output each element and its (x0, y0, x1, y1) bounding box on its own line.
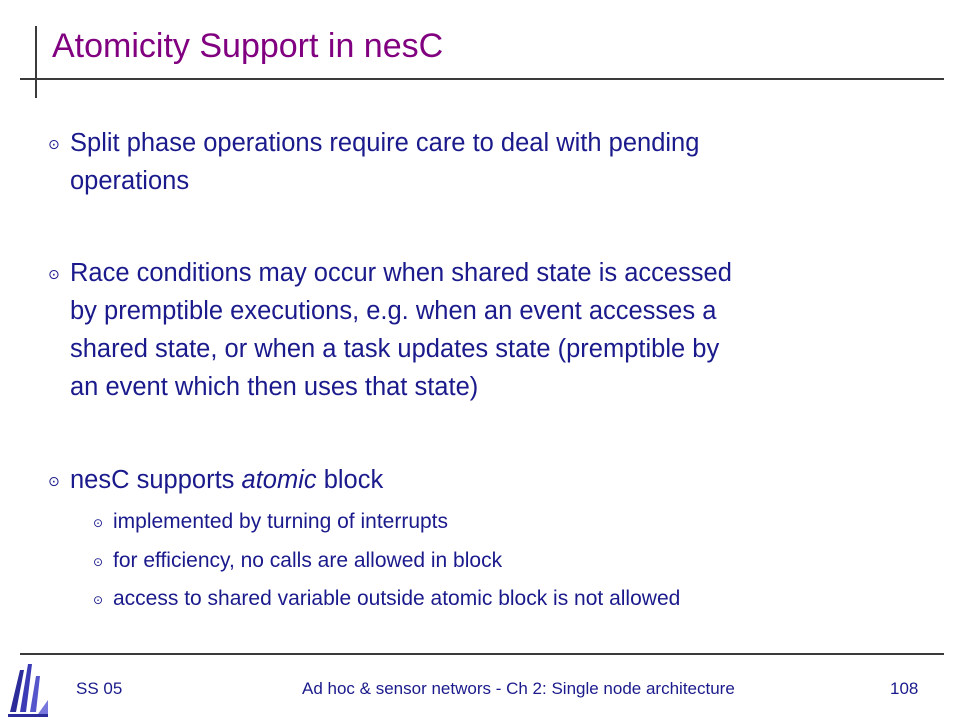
footer-rule (20, 653, 944, 655)
bullet-text-emphasis: atomic (241, 466, 317, 494)
bullet-icon: ⊙ (48, 136, 60, 152)
header-horizontal-rule (20, 78, 944, 80)
bullet-line: Split phase operations require care to deal with pending (70, 129, 700, 157)
bullet-icon: ⊙ (48, 473, 60, 489)
footer-page-number: 108 (890, 679, 919, 698)
bullet-line: operations (70, 167, 190, 195)
bullet-line: by premptible executions, e.g. when an event accesses a (70, 297, 717, 325)
footer-title: Ad hoc & sensor networs - Ch 2: Single node architecture (302, 679, 735, 698)
bullet-item-split-phase (70, 124, 910, 200)
sub-bullet-shared-variable: access to shared variable outside atomic block is not allowed (113, 587, 681, 610)
bullet-line: Race conditions may occur when shared state is accessed (70, 259, 732, 287)
bullet-item-race-conditions (70, 254, 910, 406)
university-logo-icon (6, 660, 50, 718)
sub-bullet-icon: ⊙ (93, 593, 104, 607)
sub-bullet-icon: ⊙ (93, 516, 104, 530)
bullet-line: an event which then uses that state) (70, 373, 479, 401)
sub-bullet-icon: ⊙ (93, 555, 104, 569)
sub-bullet-interrupts: implemented by turning of interrupts (113, 510, 449, 533)
footer-course: SS 05 (76, 679, 123, 698)
bullet-item-atomic-block (70, 461, 910, 499)
bullet-text-prefix: nesC supports (70, 466, 242, 494)
bullet-icon: ⊙ (48, 266, 60, 282)
bullet-text-suffix: block (316, 466, 384, 494)
sub-bullet-efficiency: for efficiency, no calls are allowed in block (113, 549, 503, 572)
header-vertical-rule (35, 26, 37, 98)
bullet-line: shared state, or when a task updates state (premptible by (70, 335, 720, 363)
slide-title: Atomicity Support in nesC (52, 27, 444, 65)
